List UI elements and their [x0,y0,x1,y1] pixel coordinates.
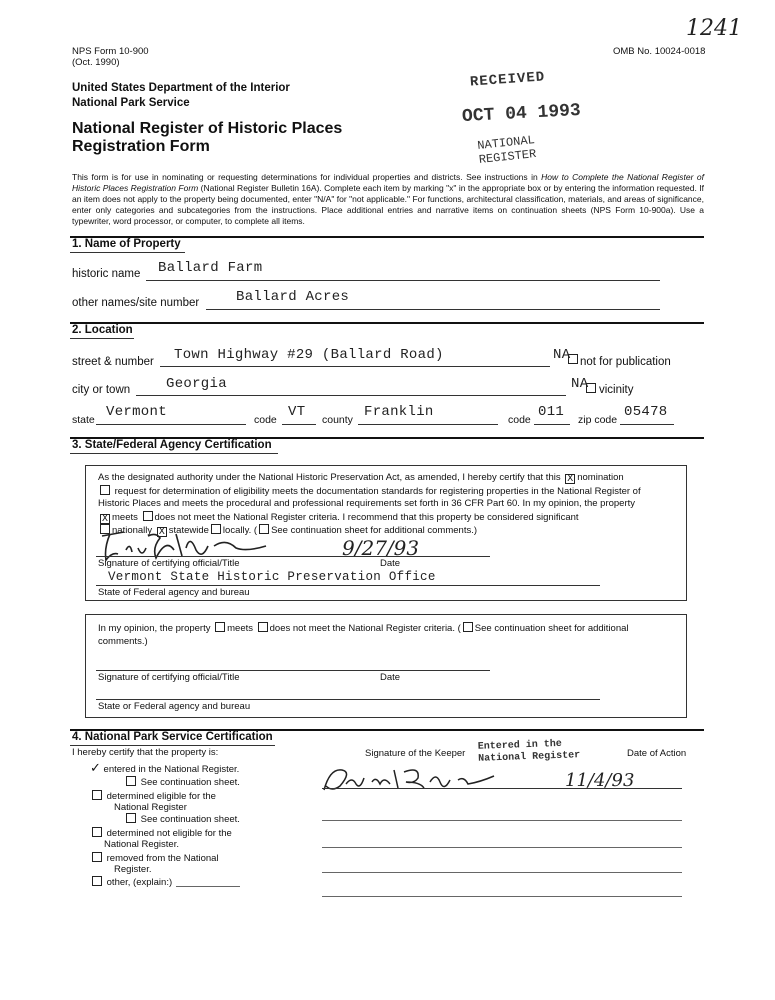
cert-text-1: As the designated authority under the National Historic Preservation Act, as amended, I hereby certify that this [98,472,561,483]
other-names-value[interactable]: Ballard Acres [236,289,350,305]
section-4-heading: 4. National Park Service Certification [72,731,273,743]
title-line-2: Registration Form [72,138,210,155]
status-not-eligible [90,827,232,850]
vicinity-checkbox[interactable] [586,383,596,393]
field-underline [136,395,566,396]
county-value[interactable]: Franklin [364,404,434,420]
section-rule [70,322,704,324]
field-underline [96,424,246,425]
field-underline [534,424,570,425]
state-label: state [72,414,95,426]
eligible-label: determined eligible for the [106,791,216,802]
section-1-heading: 1. Name of Property [72,238,181,250]
keeper-line-3 [322,847,682,848]
box-bottom [85,600,687,601]
street-label: street & number [72,356,154,368]
opinion-not-meet-checkbox[interactable] [258,622,268,632]
cert-nomination-label: nomination [577,472,624,483]
signature2-label: Signature of certifying official/Title [98,672,240,683]
removed-label: removed from the National [106,853,219,864]
city-value[interactable]: Georgia [166,376,227,392]
field-underline [206,309,660,310]
service-name: National Park Service [72,97,190,109]
historic-name-label: historic name [72,268,141,280]
other-checkbox[interactable] [92,876,102,886]
box-top [85,465,687,466]
county-code-label: code [508,414,531,426]
date2-label: Date [380,672,401,683]
field-underline [358,424,498,425]
keeper-line-5 [322,896,682,897]
state-value[interactable]: Vermont [106,404,167,420]
section-3-heading: 3. State/Federal Agency Certification [72,439,272,451]
state-code-value[interactable]: VT [288,404,306,420]
eligible-continuation-label: See continuation sheet. [140,814,240,825]
opinion-meets-label: meets [227,623,253,634]
status-entered [90,763,240,789]
entered-label: entered in the National Register. [103,764,240,775]
cert-text-2: request for determination of eligibility meets the documentation standards for registering properties in the National Register of [114,485,641,497]
opinion-text-4: comments.) [98,635,148,647]
opinion-text-1: In my opinion, the property [98,623,211,634]
opinion-meets-checkbox[interactable] [215,622,225,632]
meets-checkbox[interactable]: X [101,513,109,524]
department-name: United States Department of the Interior [72,82,290,94]
received-stamp: RECEIVED [469,69,546,91]
national-register-stamp [477,133,537,167]
cert-text-3: Historic Places and meets the procedural and professional requirements set forth in 36 CFR Part 60. In my opinion, the property [98,498,636,509]
cert-text-4: does not meet the National Register criteria. I recommend that this property be considered significant [154,511,579,523]
box-right [686,465,687,601]
meets-label: meets [112,511,138,523]
form-number: NPS Form 10-900 [72,46,149,57]
status-removed [90,852,219,875]
instructions-bulletin-title: How to Complete the National Register of Historic Places Registration Form [72,172,704,193]
entered-stamp-line-1: Entered in the [477,738,562,753]
not-eligible-checkbox[interactable] [92,827,102,837]
keeper-line-1 [322,788,682,789]
entered-stamp-line-2: National Register [478,750,581,765]
zip-label: zip code [578,414,618,426]
not-eligible-label-2: National Register. [104,839,179,850]
status-eligible [90,790,240,825]
other-explain-line [176,886,240,887]
instructions-paragraph [72,172,704,227]
street-value[interactable]: Town Highway #29 (Ballard Road) [174,347,444,363]
city-label: city or town [72,384,131,396]
entered-continuation-label: See continuation sheet. [140,777,240,788]
opinion-text [98,622,678,648]
form-date: (Oct. 1990) [72,57,120,68]
street-na: NA [553,347,571,363]
other-names-label: other names/site number [72,297,200,309]
agency2-label: State or Federal agency and bureau [98,701,251,712]
box2-bottom [85,717,687,718]
section-2-heading: 2. Location [72,324,133,336]
eligible-label-2: National Register [114,802,187,813]
page-number-handwritten: 1241 [686,16,742,41]
agency-line [96,585,600,586]
removed-label-2: Register. [114,864,152,875]
keeper-line-4 [322,872,682,873]
agency2-line [96,699,600,700]
stamp-line-2: REGISTER [478,146,537,167]
entered-continuation-checkbox[interactable] [126,776,136,786]
box2-left [85,614,86,718]
request-checkbox[interactable] [100,485,110,495]
state-code-label: code [254,414,277,426]
other-label: other, (explain:) [106,877,173,888]
received-date-stamp: OCT 04 1993 [461,100,582,128]
agency-header [72,81,290,111]
date-label: Date [380,558,401,569]
instructions-text: This form is for use in nominating or requesting determinations for individual properties and districts. See instructions in [72,172,542,182]
opinion-text-3: See continuation sheet for additional [474,623,629,634]
form-id [72,46,149,68]
certification-date-value[interactable]: 9/27/93 [342,536,420,560]
omb-number: OMB No. 10024-0018 [613,46,706,57]
form-title [72,120,342,156]
not-for-publication-checkbox[interactable] [568,354,578,364]
locally-label: locally. ( [222,525,258,536]
agency-value[interactable]: Vermont State Historic Preservation Office [108,570,436,584]
title-line-1: National Register of Historic Places [72,120,343,137]
eligible-checkbox[interactable] [92,790,102,800]
signature-label: Signature of certifying official/Title [98,558,240,569]
keeper-date-value[interactable]: 11/4/93 [565,770,635,791]
stamp-line-1: NATIONAL [476,133,536,154]
vicinity-label: vicinity [599,384,634,396]
status-other [90,876,172,888]
continuation-label: See continuation sheet for additional comments.) [271,525,478,536]
field-underline [282,424,316,425]
not-for-publication-label: not for publication [580,356,671,368]
box2-right [686,614,687,718]
opinion-text-2: does not meet the National Register criteria. ( [269,623,461,634]
removed-checkbox[interactable] [92,852,102,862]
keeper-label: Signature of the Keeper [365,748,466,759]
agency-label: State of Federal agency and bureau [98,587,250,598]
heading-underline [70,453,278,454]
nationally-label: nationally [112,525,153,536]
instructions-text-cont: (National Register Bulletin 16A). Complete each item by marking "x" in the appropriate box or by entering the information requested. If an item does not apply to the property being documented, enter "N/A" for "not applicable." For functions, architectural classification, materials, and areas of significance, enter only categories and subcategories from the instructions. Place additional entries and narrative items on continuation sheets (NPS Form 10-900a). Use a typewriter, word processor, or computer, to complete all items. [72,183,704,226]
keeper-signature [320,764,500,794]
historic-name-value[interactable]: Ballard Farm [158,260,263,276]
signature2-line [96,670,490,671]
signature-line [96,556,490,557]
certify-statement: I hereby certify that the property is: [72,747,219,758]
date-of-action-label: Date of Action [627,748,687,759]
entered-stamp [478,738,581,766]
does-not-meet-checkbox[interactable] [143,511,153,521]
county-code-value[interactable]: 011 [538,404,565,420]
field-underline [620,424,674,425]
nomination-checkbox[interactable]: X [567,474,574,484]
opinion-continuation-checkbox[interactable] [463,622,473,632]
not-eligible-label: determined not eligible for the [106,828,232,839]
zip-value[interactable]: 05478 [624,404,668,420]
heading-underline [70,252,185,253]
box2-top [85,614,687,615]
eligible-continuation-checkbox[interactable] [126,813,136,823]
field-underline [146,280,660,281]
city-na: NA [571,376,589,392]
keeper-line-2 [322,820,682,821]
county-label: county [322,414,353,426]
field-underline [160,366,550,367]
statewide-label: statewide [168,525,209,536]
entered-check-mark[interactable]: ✓ [90,761,101,776]
statewide-checkbox[interactable]: X [158,527,165,537]
heading-underline [70,338,134,339]
box-left [85,465,86,601]
heading-underline [70,745,275,746]
